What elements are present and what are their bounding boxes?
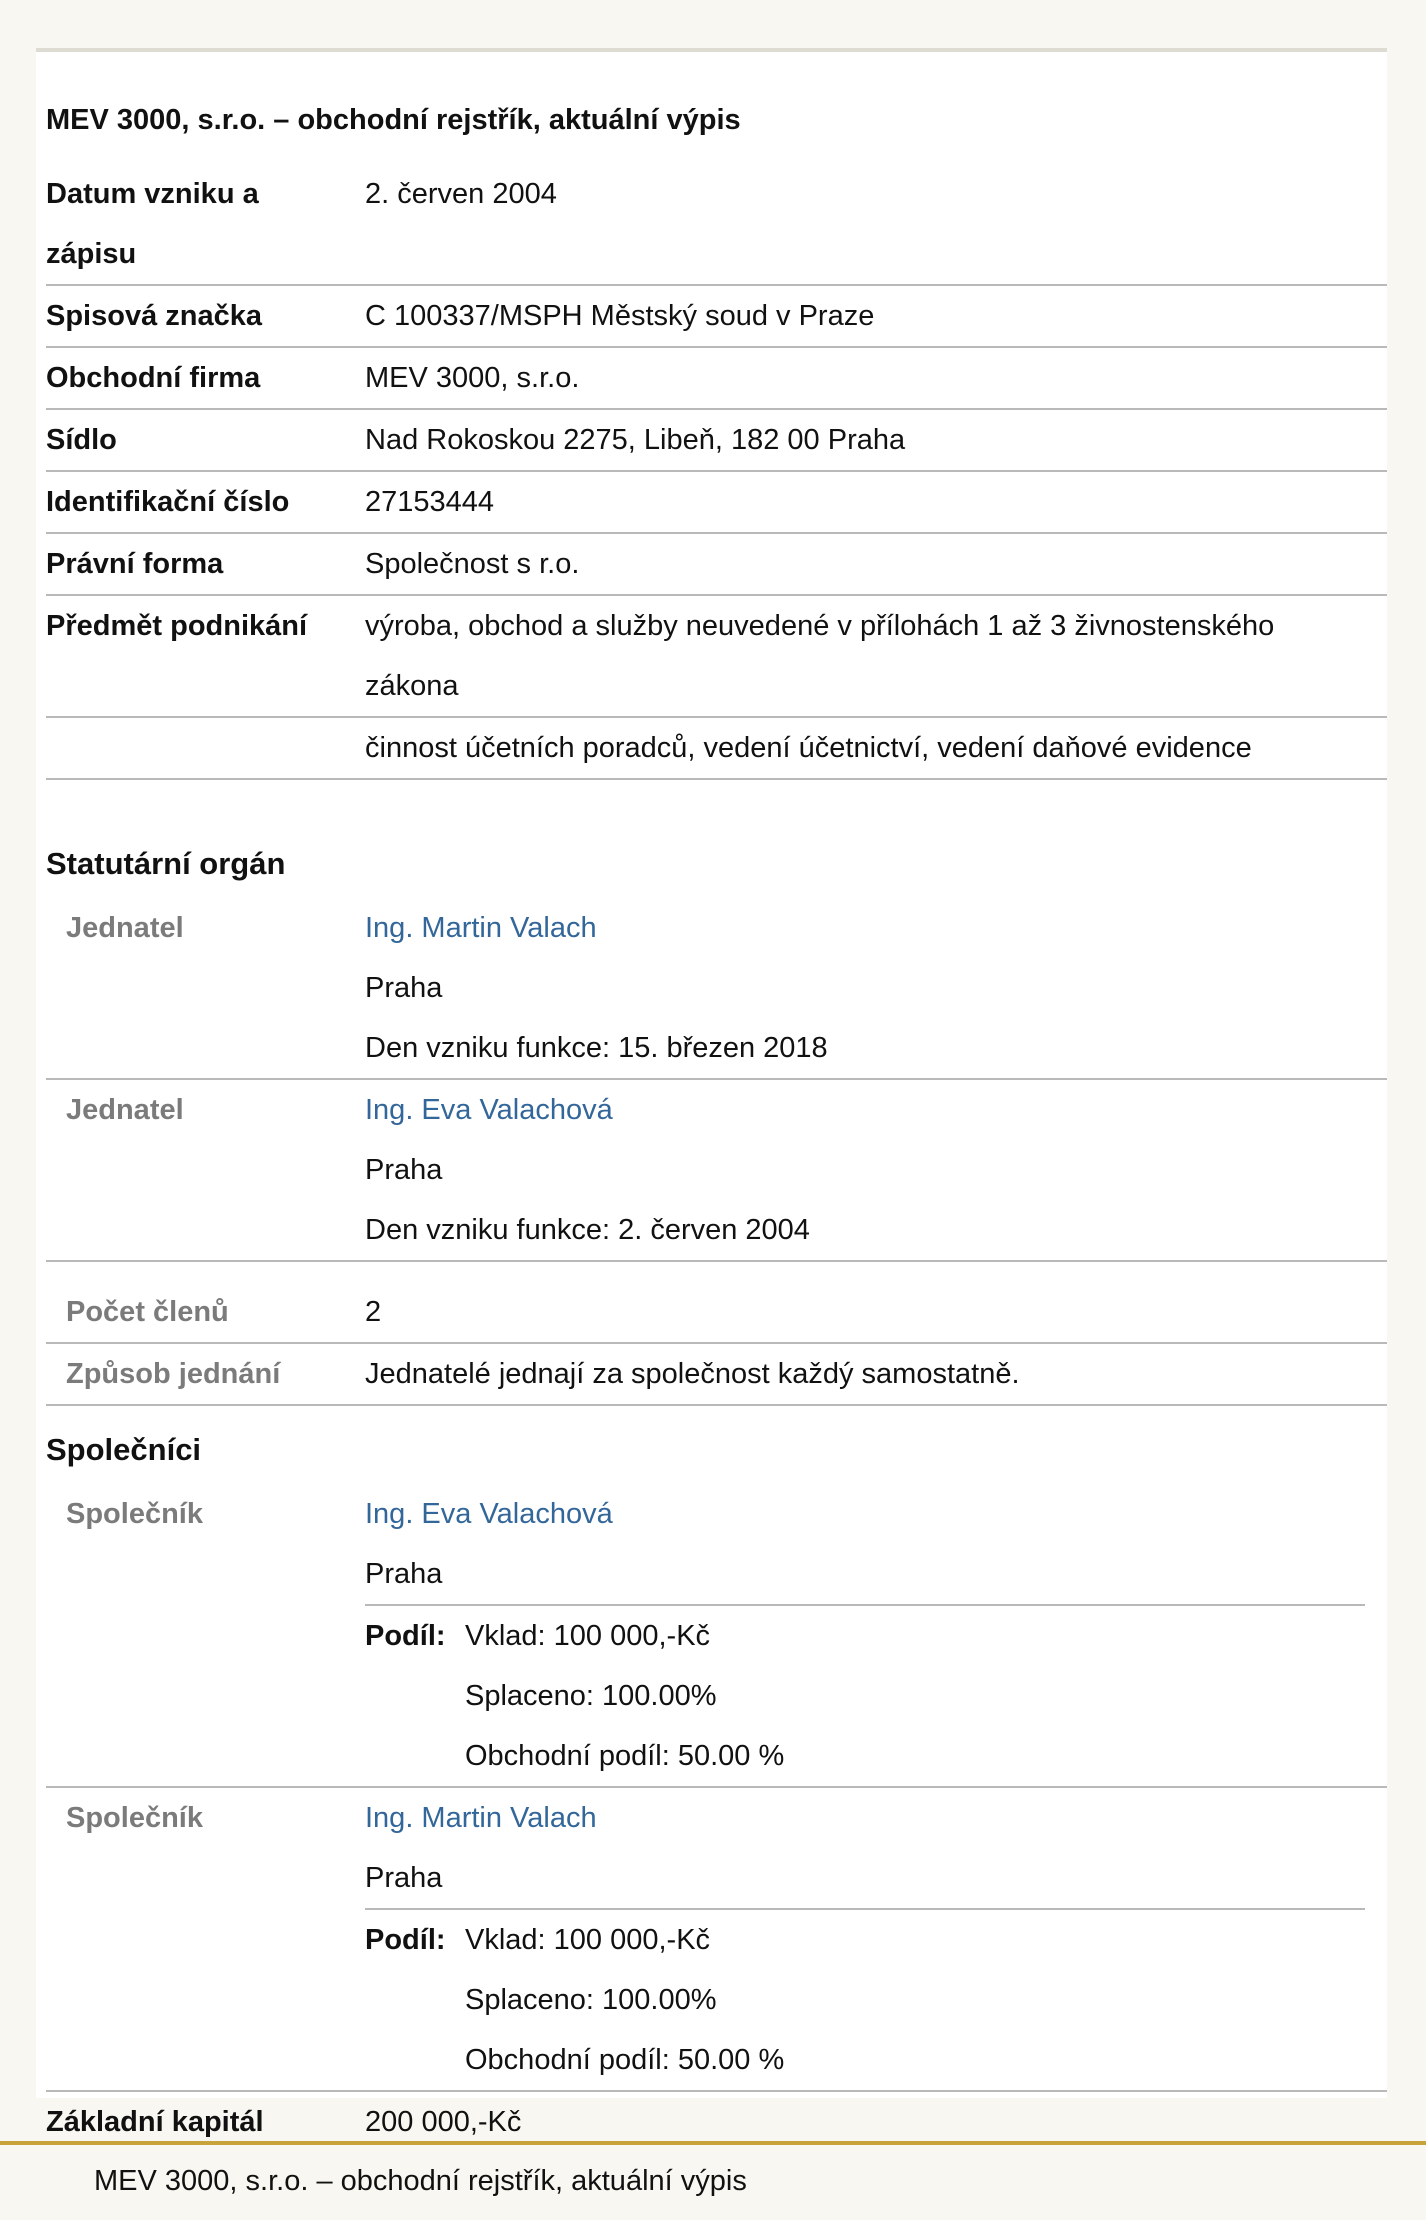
row-label: Základní kapitál: [46, 2106, 264, 2138]
share-deposit: Vklad: 100 000,-Kč: [465, 1924, 711, 1956]
row-label: Obchodní firma: [46, 362, 261, 394]
partner-city: Praha: [365, 1558, 443, 1590]
row-seat: [46, 410, 1387, 472]
member-city: Praha: [365, 1154, 443, 1186]
row-value: Společnost s r.o.: [365, 548, 580, 580]
share-deposit: Vklad: 100 000,-Kč: [465, 1620, 711, 1652]
row-business-activity: [46, 596, 1387, 718]
section-statutory-heading: Statutární orgán: [46, 846, 286, 881]
partner-role: Společník: [66, 1498, 203, 1530]
row-value: C 100337/MSPH Městský soud v Praze: [365, 300, 875, 332]
row-value: Jednatelé jednají za společnost každý samostatně.: [365, 1358, 1020, 1390]
partner-name-link[interactable]: Ing. Eva Valachová: [365, 1498, 613, 1530]
partner-entry: [46, 1484, 1387, 1788]
partner-city: Praha: [365, 1862, 443, 1894]
statutory-member: [46, 1080, 1387, 1262]
member-role: Jednatel: [66, 1094, 184, 1126]
share-label: Podíl:: [365, 1620, 446, 1652]
page-title: MEV 3000, s.r.o. – obchodní rejstřík, aktuální výpis: [46, 104, 741, 136]
row-label: Předmět podnikání: [46, 610, 308, 642]
row-value: Nad Rokoskou 2275, Libeň, 182 00 Praha: [365, 424, 906, 456]
member-city: Praha: [365, 972, 443, 1004]
row-company-name: [46, 348, 1387, 410]
section-partners-heading: Společníci: [46, 1432, 202, 1467]
row-value: 200 000,-Kč: [365, 2106, 522, 2138]
partner-name-link[interactable]: Ing. Martin Valach: [365, 1802, 597, 1834]
share-paid: Splaceno: 100.00%: [465, 1984, 717, 2016]
row-value: činnost účetních poradců, vedení účetnictví, vedení daňové evidence: [365, 732, 1252, 764]
row-value: 2: [365, 1296, 382, 1328]
share-values: [465, 1910, 1345, 2090]
member-name-link[interactable]: Ing. Martin Valach: [365, 912, 597, 944]
partner-details: [365, 1484, 1365, 1604]
row-label: Právní forma: [46, 548, 224, 580]
page-footer: [0, 2141, 1426, 2220]
row-label: Datum vzniku a zápisu: [46, 178, 259, 270]
partner-share: [365, 1908, 1365, 2092]
member-since: Den vzniku funkce: 15. březen 2018: [365, 1032, 828, 1064]
member-details: [365, 898, 1365, 1078]
register-extract-card: [36, 48, 1387, 2138]
row-label: Identifikační číslo: [46, 486, 290, 518]
row-label: Způsob jednání: [66, 1358, 281, 1390]
row-date-founded: [46, 164, 1387, 286]
share-paid: Splaceno: 100.00%: [465, 1680, 717, 1712]
row-id-number: [46, 472, 1387, 534]
row-value: 2. červen 2004: [365, 178, 557, 210]
member-details: [365, 1080, 1365, 1260]
share-ratio: Obchodní podíl: 50.00 %: [465, 1740, 785, 1772]
row-value: 27153444: [365, 486, 495, 518]
member-name-link[interactable]: Ing. Eva Valachová: [365, 1094, 613, 1126]
row-label: Spisová značka: [46, 300, 262, 332]
row-business-activity-2: [46, 718, 1387, 780]
footer-text: MEV 3000, s.r.o. – obchodní rejstřík, aktuální výpis: [94, 2165, 747, 2197]
row-acting-method: [46, 1344, 1387, 1406]
row-value: MEV 3000, s.r.o.: [365, 362, 580, 394]
share-values: [465, 1606, 1345, 1786]
row-value: výroba, obchod a služby neuvedené v přílohách 1 až 3 živnostenského zákona: [365, 610, 1275, 702]
statutory-member: [46, 898, 1387, 1080]
partner-role: Společník: [66, 1802, 203, 1834]
row-legal-form: [46, 534, 1387, 596]
member-role: Jednatel: [66, 912, 184, 944]
partner-share: [365, 1604, 1365, 1788]
share-label: Podíl:: [365, 1924, 446, 1956]
row-label: Počet členů: [66, 1296, 229, 1328]
member-since: Den vzniku funkce: 2. červen 2004: [365, 1214, 810, 1246]
row-file-number: [46, 286, 1387, 348]
share-ratio: Obchodní podíl: 50.00 %: [465, 2044, 785, 2076]
partner-details: [365, 1788, 1365, 1908]
partner-entry: [46, 1788, 1387, 2092]
row-member-count: [46, 1262, 1387, 1344]
row-label: Sídlo: [46, 424, 117, 456]
